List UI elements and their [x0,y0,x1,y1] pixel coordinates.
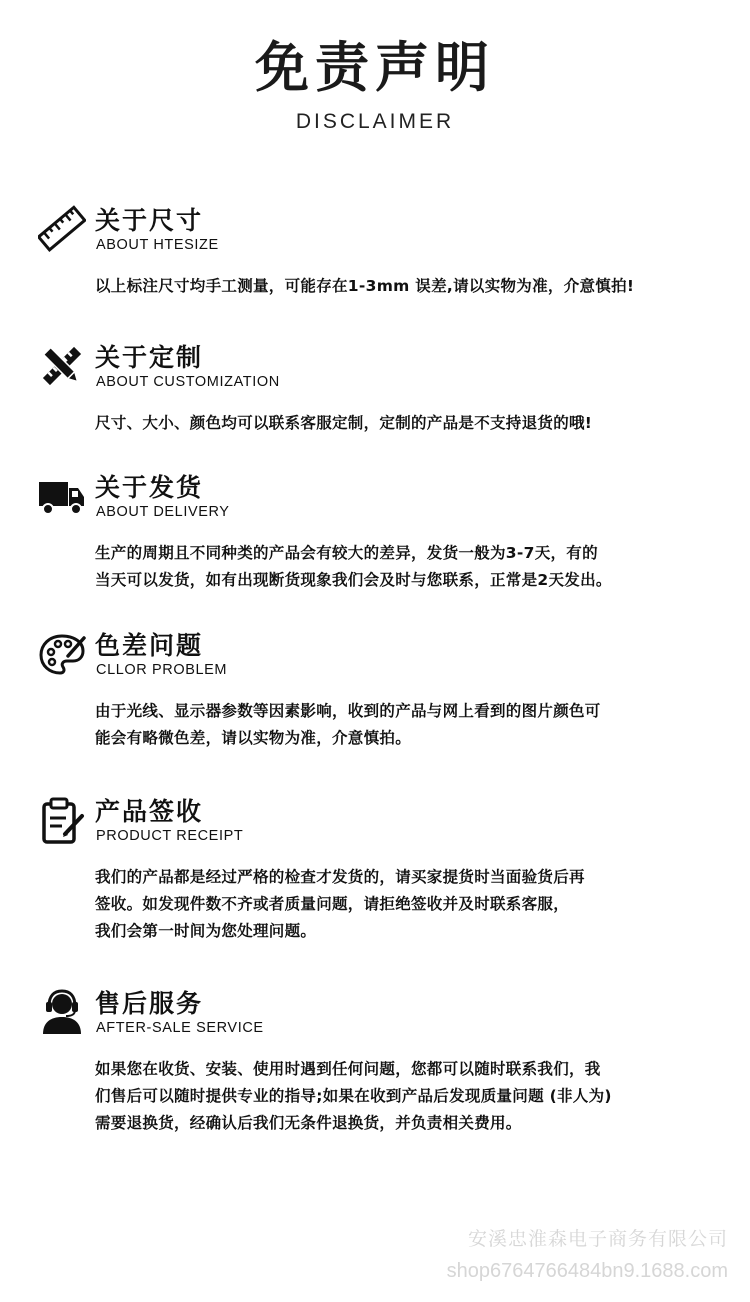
section-title: 关于定制 [95,343,204,372]
header [0,30,750,134]
pencil-ruler-icon [38,342,86,390]
section-text-line: 们售后可以随时提供专业的指导;如果在收到产品后发现质量问题 (非人为) [95,1087,612,1105]
section-text-line: 当天可以发货，如有出现断货现象我们会及时与您联系，正常是2天发出。 [95,571,612,589]
section-text [95,1056,718,1137]
section-delivery [38,472,718,594]
section-title: 产品签收 [95,797,204,826]
section-size [38,205,718,300]
section-text-line: 能会有略微色差，请以实物为准，介意慎拍。 [95,729,412,747]
section-text-line: 以上标注尺寸均手工测量，可能存在1-3mm 误差,请以实物为准，介意慎拍! [95,277,635,295]
section-text [95,410,718,437]
section-text [95,273,718,300]
truck-icon [38,472,86,520]
section-title: 关于尺寸 [95,206,204,235]
section-title: 售后服务 [95,989,204,1018]
section-text-line: 签收。如发现件数不齐或者质量问题，请拒绝签收并及时联系客服， [95,895,570,913]
section-subtitle: PRODUCT RECEIPT [96,828,244,844]
section-text-line: 我们的产品都是经过严格的检查才发货的，请买家提货时当面验货后再 [95,868,585,886]
section-text [95,864,718,945]
section-text-line: 如果您在收货、安装、使用时遇到任何问题，您都可以随时联系我们，我 [95,1060,601,1078]
section-text-line: 生产的周期且不同种类的产品会有较大的差异，发货一般为3-7天，有的 [95,544,598,562]
section-title: 关于发货 [95,473,204,502]
section-title: 色差问题 [95,631,204,660]
section-subtitle: AFTER-SALE SERVICE [96,1020,264,1036]
watermark-url: shop6764766484bn9.1688.com [446,1260,728,1282]
section-after-sale [38,988,718,1137]
section-subtitle: ABOUT HTESIZE [96,237,219,253]
section-color [38,630,718,752]
palette-icon [38,630,86,678]
section-subtitle: CLLOR PROBLEM [96,662,228,678]
section-text-line: 由于光线、显示器参数等因素影响，收到的产品与网上看到的图片颜色可 [95,702,601,720]
section-text [95,540,718,594]
watermark-company: 安溪忠淮森电子商务有限公司 [467,1229,728,1250]
section-text-line: 需要退换货，经确认后我们无条件退换货，并负责相关费用。 [95,1114,522,1132]
section-text [95,698,718,752]
ruler-icon [38,205,86,253]
section-subtitle: ABOUT DELIVERY [96,504,230,520]
customer-service-icon [38,988,86,1036]
clipboard-check-icon [38,796,86,844]
page-title: 免责声明 [255,36,495,99]
section-subtitle: ABOUT CUSTOMIZATION [96,374,280,390]
section-text-line: 尺寸、大小、颜色均可以联系客服定制，定制的产品是不支持退货的哦! [95,414,593,432]
section-customization [38,342,718,437]
section-text-line: 我们会第一时间为您处理问题。 [95,922,317,940]
page-subtitle: DISCLAIMER [295,110,455,133]
section-receipt [38,796,718,945]
